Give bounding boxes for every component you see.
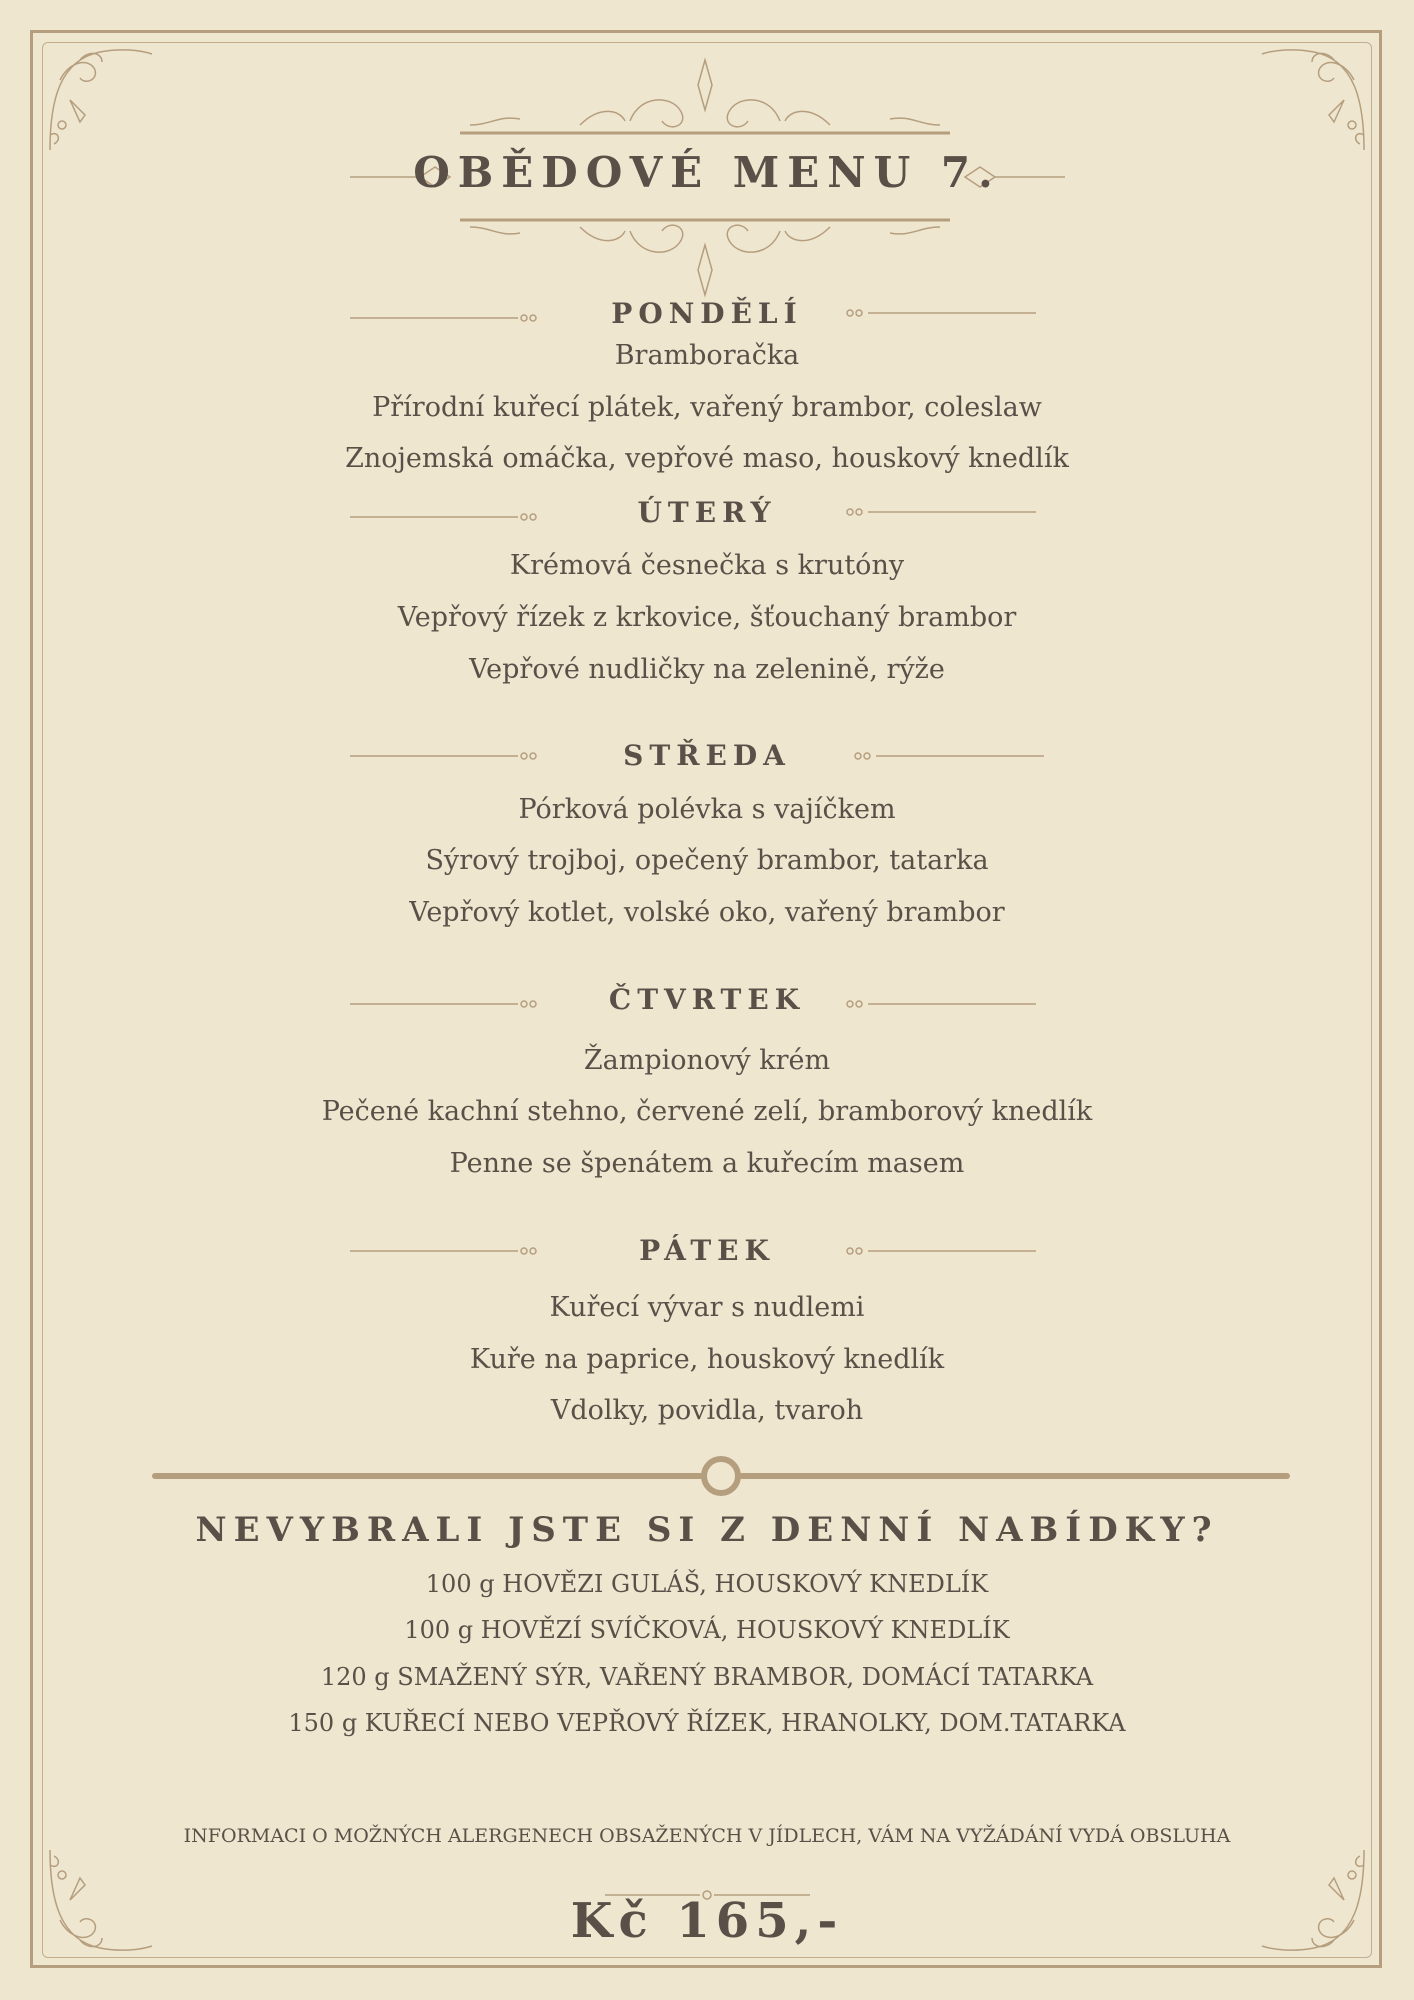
dish-thursday-1: Žampionový krém (583, 1045, 831, 1076)
day-heading-tuesday: ÚTERÝ (637, 496, 777, 529)
dish-tuesday-3: Vepřové nudličky na zelenině, rýže (469, 654, 945, 685)
dish-monday-2: Přírodní kuřecí plátek, vařený brambor, coleslaw (372, 392, 1042, 423)
price: Kč 165,- (570, 1893, 844, 1949)
extra-item-1: 100 g HOVĚZI GULÁŠ, HOUSKOVÝ KNEDLÍK (425, 1570, 989, 1598)
menu-title: OBĚDOVÉ MENU 7. (413, 148, 1001, 197)
extra-item-3: 120 g SMAŽENÝ SÝR, VAŘENÝ BRAMBOR, DOMÁCÍ TATARKA (320, 1663, 1094, 1691)
dish-wednesday-2: Sýrový trojboj, opečený brambor, tatarka (425, 845, 989, 876)
dish-wednesday-3: Vepřový kotlet, volské oko, vařený brambor (409, 897, 1005, 928)
dish-tuesday-1: Krémová česnečka s krutóny (509, 550, 905, 581)
dish-friday-1: Kuřecí vývar s nudlemi (549, 1292, 865, 1323)
day-heading-thursday: ČTVRTEK (608, 983, 806, 1016)
day-heading-friday: PÁTEK (639, 1234, 775, 1267)
dish-tuesday-2: Vepřový řízek z krkovice, šťouchaný brambor (397, 602, 1017, 633)
extra-item-2: 100 g HOVĚZÍ SVÍČKOVÁ, HOUSKOVÝ KNEDLÍK (404, 1616, 1010, 1644)
extra-offer-heading: NEVYBRALI JSTE SI Z DENNÍ NABÍDKY? (195, 1510, 1219, 1550)
dish-monday-1: Bramboračka (614, 340, 800, 371)
dish-wednesday-1: Pórková polévka s vajíčkem (518, 794, 896, 825)
allergen-note: INFORMACI O MOŽNÝCH ALERGENECH OBSAŽENÝCH V JÍDLECH, VÁM NA VYŽÁDÁNÍ VYDÁ OBSLUHA (183, 1825, 1231, 1847)
day-heading-wednesday: STŘEDA (623, 739, 791, 772)
dish-thursday-3: Penne se špenátem a kuřecím masem (449, 1148, 965, 1179)
dish-friday-3: Vdolky, povidla, tvaroh (550, 1395, 864, 1426)
dish-monday-3: Znojemská omáčka, vepřové maso, houskový knedlík (345, 443, 1069, 474)
day-heading-monday: PONDĚLÍ (611, 297, 803, 330)
dish-thursday-2: Pečené kachní stehno, červené zelí, bramborový knedlík (321, 1096, 1093, 1127)
extra-item-4: 150 g KUŘECÍ NEBO VEPŘOVÝ ŘÍZEK, HRANOLKY, DOM.TATARKA (288, 1709, 1126, 1737)
dish-friday-2: Kuře na paprice, houskový knedlík (469, 1344, 945, 1375)
